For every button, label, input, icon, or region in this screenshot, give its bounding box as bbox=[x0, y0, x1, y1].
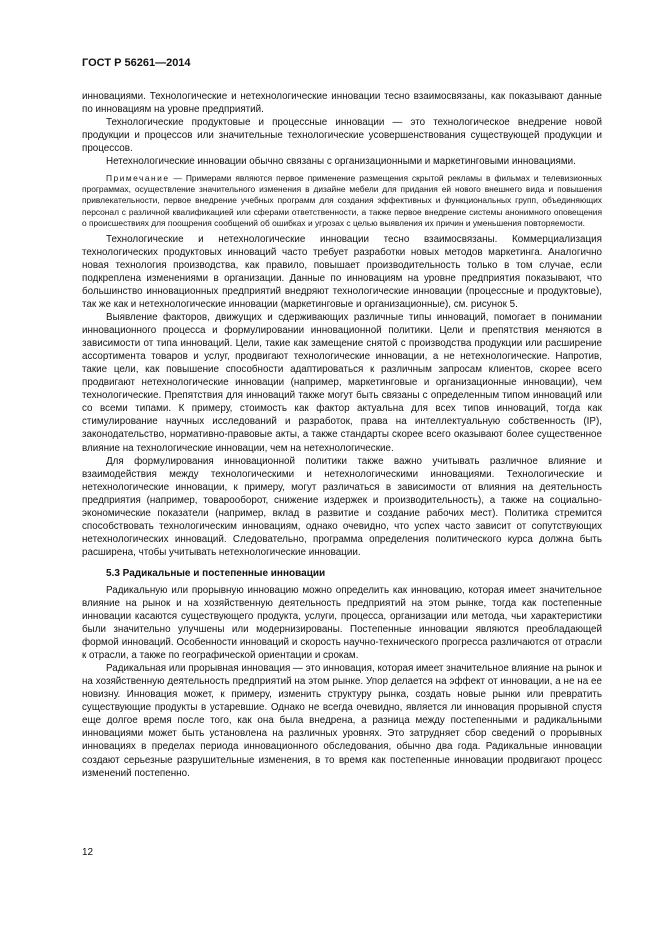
note-text: — Примерами являются первое применение размещения скрытой рекламы в фильмах и телевизионных программах, осуществление значительного изменения в дизайне мебели для придания ей нового внешнего вида и повышения привлекательности, первое внедрение учебных программ для создания эффективных и функциональных групп, объединяющих персонал с различной квалификацией или сферами ответственности, а также первое внедрение системы анонимного оповещения о происшествиях для поощрения сообщений об ошибках и угрозах с целью выявления их причин и уменьшения повторяемости. bbox=[82, 173, 602, 228]
document-page bbox=[82, 57, 602, 780]
paragraph-factors: Выявление факторов, движущих и сдерживающих различные типы инноваций, помогает в понимании инновационного процесса и формулировании инновационной политики. Цели и препятствия меняются в зависимости от типа инноваций. Цели, такие как замещение снятой с производства продукции или расширение ассортимента товаров и услуг, продвигают технологические инновации, а не нетехнологические. Напротив, такие цели, как повышение способности адаптироваться к различным запросам клиентов, скорее всего продвигают нетехнологические инновации (например, маркетинговые и организационные инновации), чем технологические. Препятствия для инноваций также могут быть связаны с определенным типом инноваций или со всеми типами. К примеру, стоимость как фактор актуальна для всех типов инноваций, тогда как стимулирование научных исследований и разработок, права на интеллектуальную собственность (IP), законодательство, нормативно-правовые акты, а также стандарты скорее всего оказывают более существенное влияние на технологические инновации, чем на нетехнологические. bbox=[82, 312, 602, 454]
page-number: 12 bbox=[82, 847, 94, 858]
paragraph-tech-innovations: Технологические продуктовые и процессные инновации — это технологическое внедрение новой продукции и процессов или значительные технологические усовершенствования существующей продукции и процессов. bbox=[82, 117, 602, 155]
paragraph-continuation: инновациями. Технологические и нетехнологические инновации тесно взаимосвязаны, как показывают данные по инновациям на уровне предприятий. bbox=[82, 91, 602, 116]
section-title: 5.3 Радикальные и постепенные инновации bbox=[106, 567, 326, 579]
paragraph-radical-definition: Радикальную или прорывную инновацию можно определить как инновацию, которая имеет значительное влияние на рынок и на хозяйственную деятельность предприятий на этом рынке, тогда как постепенные инновации касаются существующего продукта, услуги, процесса, организации или метода, чьи характеристики были значительно улучшены или модернизированы. Постепенные инновации являются преобладающей формой инноваций. Особенности инноваций и скорость научно-технического прогресса различаются от отрасли к отрасли, а также по географической ориентации и срокам. bbox=[82, 584, 602, 662]
note-label: Примечание bbox=[106, 173, 170, 184]
document-header: ГОСТ Р 56261—2014 bbox=[82, 57, 191, 69]
paragraph-nontech-innovations: Нетехнологические инновации обычно связаны с организационными и маркетинговыми инновациями. bbox=[106, 156, 576, 168]
paragraph-radical-details: Радикальная или прорывная инновация — это инновация, которая имеет значительное влияние на рынок и на хозяйственную деятельность предприятий на этом рынке. Упор делается на эффект от инновации, а не на ее новизну. Инновация может, к примеру, изменить структуру рынка, создать новые рынки или превратить существующие продукты в устаревшие. Однако не всегда очевидно, является ли инновация прорывной спустя еще долгое время после того, как она была внедрена, а разница между постепенными и радикальными инновациями может быть установлена на различных уровнях. Это затрудняет сбор сведений о прорывных инновациях в пределах периода инновационного обследования, обычно два года. Радикальные инновации создают серьезные разрушительные изменения, в то время как постепенные инновации продвигают процесс изменений постепенно. bbox=[82, 663, 602, 779]
paragraph-policy: Для формулирования инновационной политики также важно учитывать различное влияние и взаимодействия между технологическими и нетехнологическими инновациями. Технологические и нетехнологические инновации, к примеру, могут различаться в зависимости от влияния на деятельность предприятия (например, товарооборот, снижение издержек и производительность), а также на социально-экономические показатели (например, вклад в развитие и создание рабочих мест). Политика стремится способствовать технологическим инновациям, однако очевидно, что успех часто зависит от сопутствующих нетехнологических инноваций. Следовательно, программа определения политического курса должна быть расширена, чтобы учитывать нетехнологические инновации. bbox=[82, 455, 602, 558]
paragraph-interrelation: Технологические и нетехнологические инновации тесно взаимосвязаны. Коммерциализация технологических продуктовых инноваций часто требует разработки новых методов маркетинга. Аналогично новая технология производства, как правило, повышает производительность только в том случае, если подкреплена изменениями в организации. Данные по инновациям на уровне предприятия показывают, что большинство инновационных предприятий внедряют технологические инновации (процессные и продуктовые), так же как и нетехнологические инновации (маркетинговые и организационные), см. рисунок 5. bbox=[82, 233, 602, 310]
note bbox=[82, 173, 602, 228]
